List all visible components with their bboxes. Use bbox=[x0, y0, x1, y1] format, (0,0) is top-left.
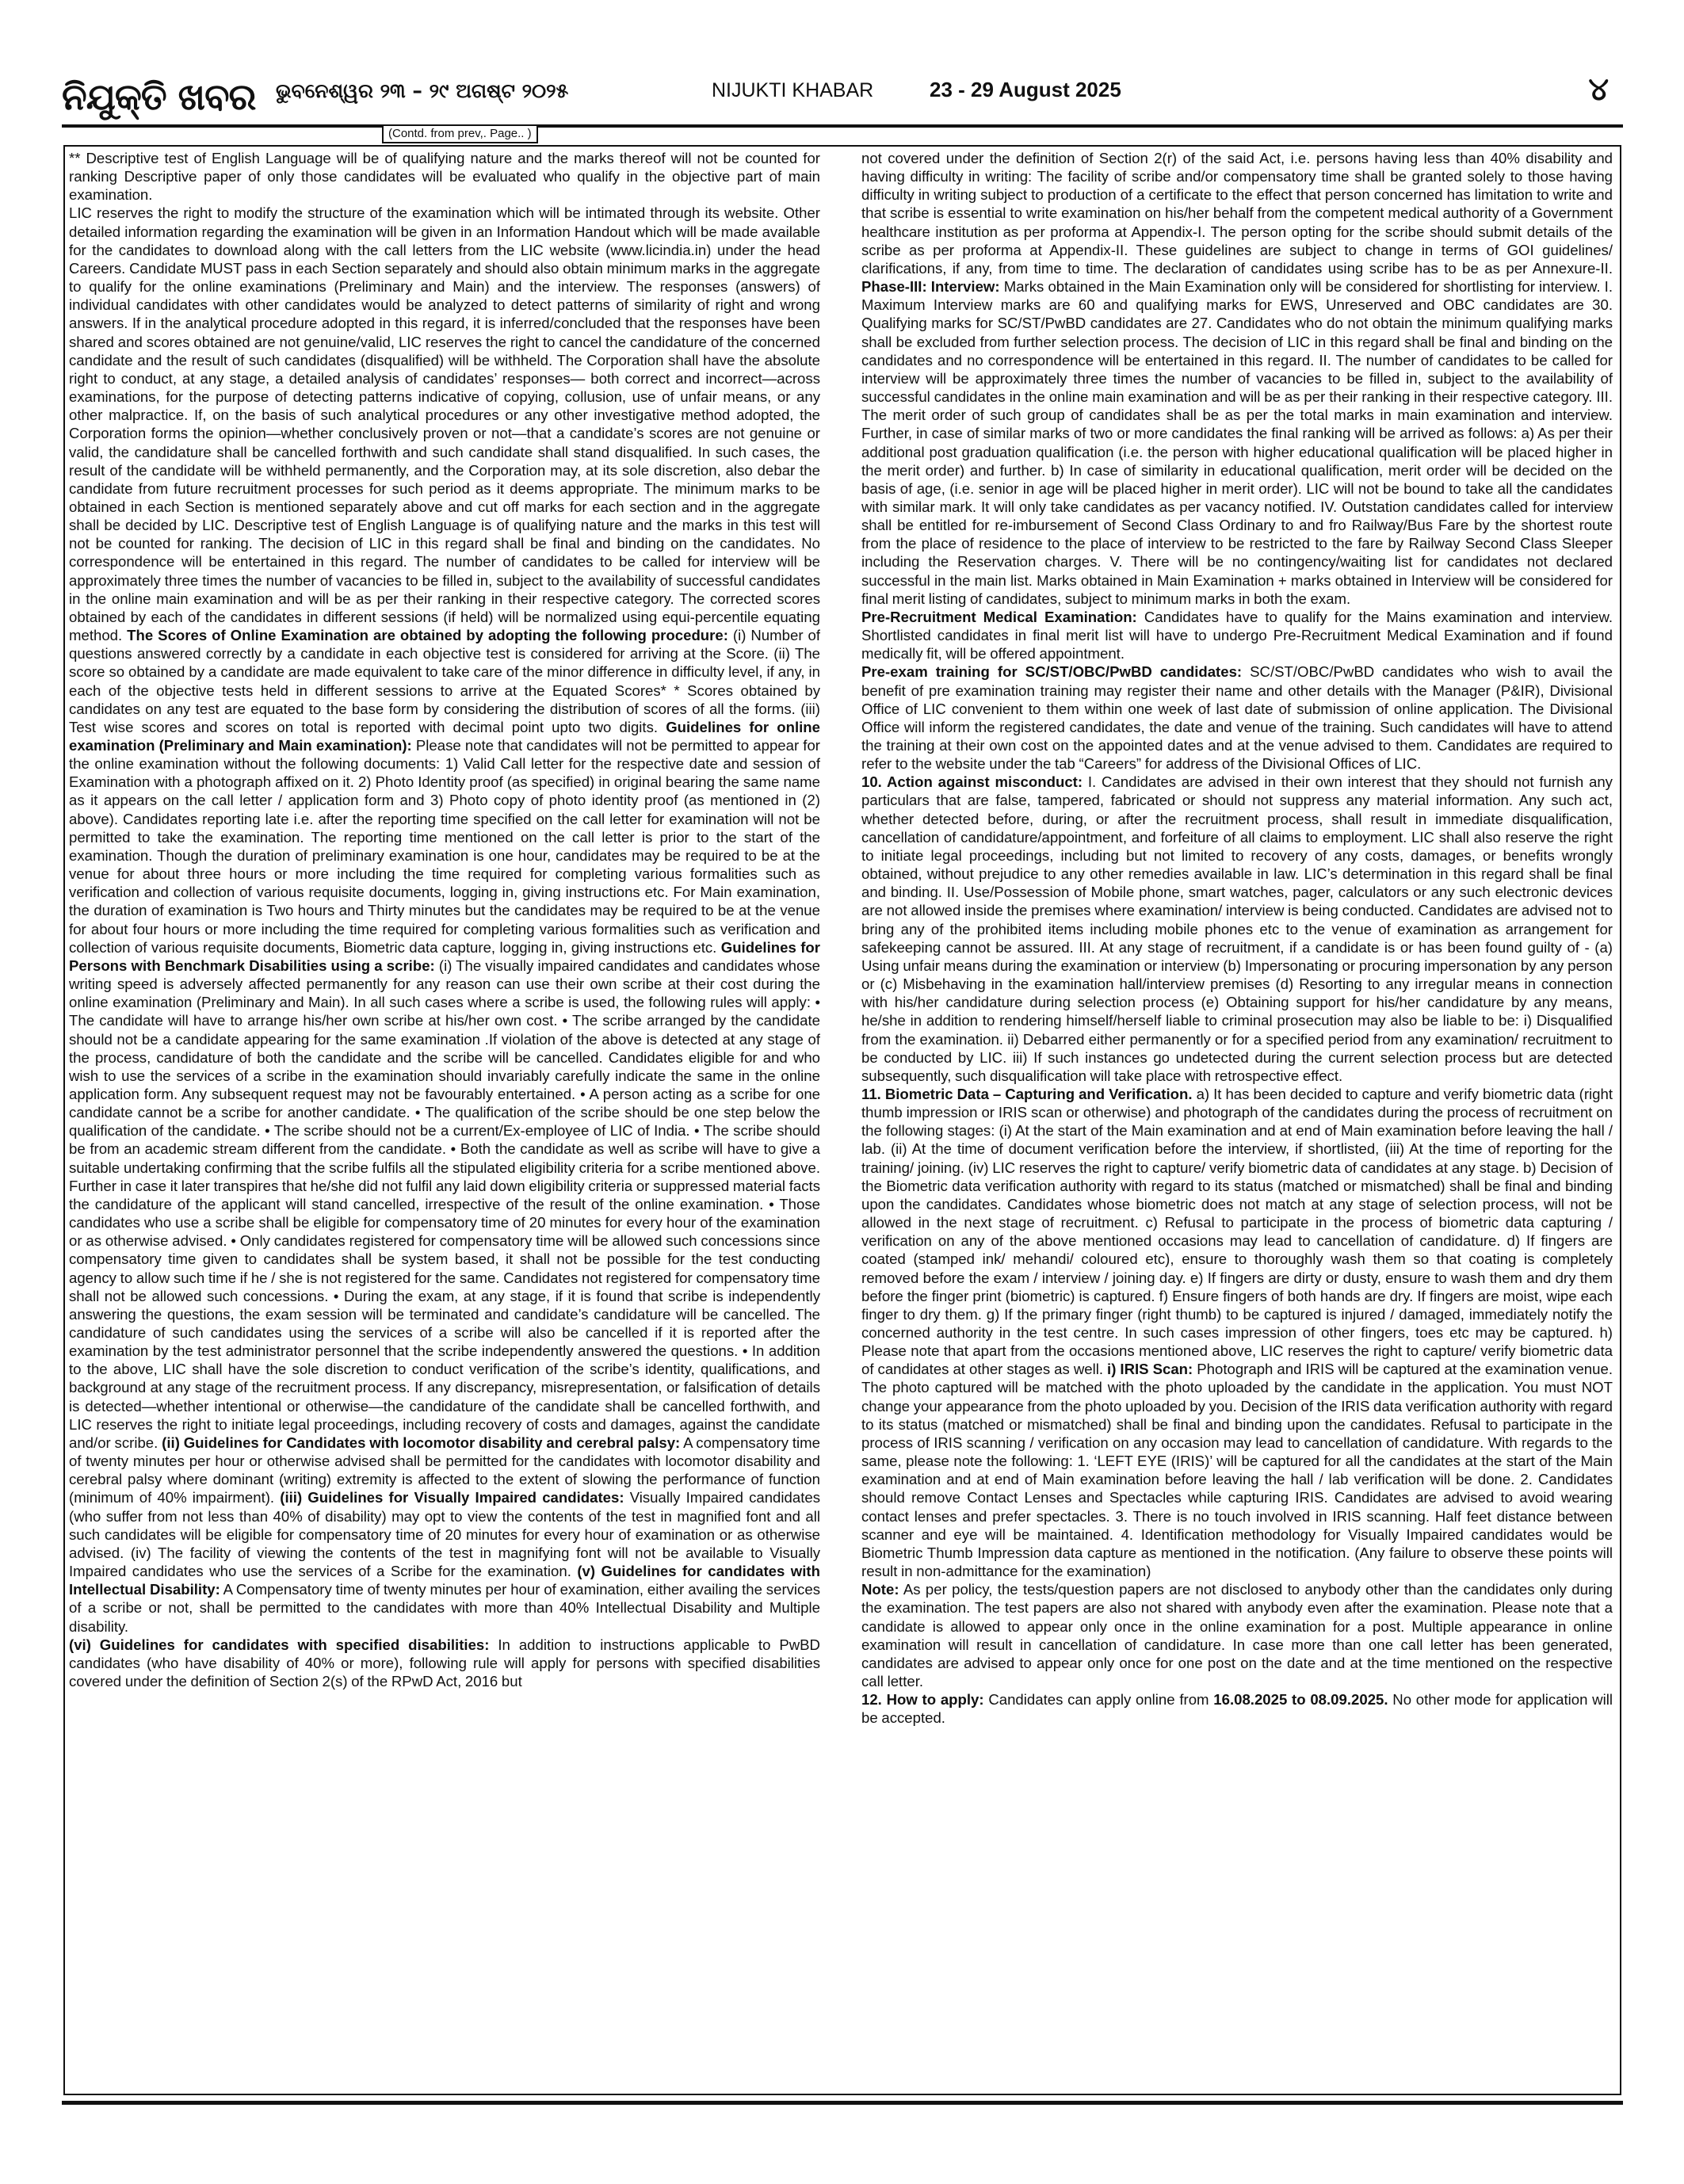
section-heading: 10. Action against misconduct: bbox=[861, 773, 1083, 791]
section-heading: (v) Guidelines for candidates with Intellectual Disability: bbox=[69, 1563, 820, 1598]
section-heading: Pre-Recruitment Medical Examination: bbox=[861, 608, 1137, 625]
masthead bbox=[62, 73, 1623, 120]
paragraph: LIC reserves the right to modify the structure of the examination which will be intimated through its website. Other detailed information regarding the examination will be given in an Information Handout which will be made available for the candidates to download along with the call letters from the LIC website (www.licindia.in) under the head Careers. Candidate MUST pass in each Section separately and should also obtain minimum marks in the aggregate to qualify for the online examinations (Preliminary and Main) and the interview. The responses (answers) of individual candidates with other candidates would be analyzed to detect patterns of similarity of right and wrong answers. If in the analytical procedure adopted in this regard, it is inferred/concluded that the responses have been shared and scores obtained are not genuine/valid, LIC reserves the right to cancel the candidature of the concerned candidate and the result of such candidates (disqualified) will be withheld. The Corporation shall have the absolute right to conduct, at any stage, a detailed analysis of candidates’ responses— both correct and incorrect—across examinations, for the purpose of detecting patterns indicative of copying, collusion, use of unfair means, or any other malpractice. If, on the basis of such analytical procedures or any other investigative method adopted, the Corporation forms the opinion—whether conclusively proven or not—that a candidate’s scores are not genuine or valid, the candidature shall be cancelled forthwith and such candidate shall stand disqualified. In such cases, the result of the candidate will be withheld permanently, and the Corporation may, at its sole discretion, also debar the candidate from future recruitment processes for such period as it deems appropriate. The minimum marks to be obtained in each Section is mentioned separately above and cut off marks for each section and in the aggregate shall be decided by LIC. Descriptive test of English Language is of qualifying nature and the marks in this test will not be counted for ranking. The decision of LIC in this regard shall be final and binding on the candidates. No correspondence will be entertained in this regard. The number of candidates to be called for interview will be approximately three times the number of vacancies to be filled in, subject to the availability of successful candidates in the online main examination and will be as per their ranking in their respective category. The corrected scores obtained by each of the candidates in different sessions (if held) will be normalized using equi-percentile equating method. The Scores of Online Examination are obtained by adopting the following procedure: (i) Number of questions answered correctly by a candidate in each objective test is considered for arriving at the Score. (ii) The score so obtained by a candidate are made equivalent to take care of the minor difference in difficulty level, if any, in each of the objective tests held in different sessions to arrive at the Equated Scores* * Scores obtained by candidates on any test are equated to the base form by considering the distribution of scores of all the forms. (iii) Test wise scores and scores on total is reported with decimal point upto two digits. Guidelines for online examination (Preliminary and Main examination): Please note that candidates will not be permitted to appear for the online examination without the following documents: 1) Valid Call letter for the respective date and session of Examination with a photograph affixed on it. 2) Photo Identity proof (as specified) in original bearing the same name as it appears on the call letter / application form and 3) Photo copy of photo identity proof (as mentioned in (2) above). Candidates reporting late i.e. after the reporting time specified on the call letter for examination will not be permitted to take the examination. The reporting time mentioned on the call letter is prior to the start of the examination. Though the duration of preliminary examination is one hour, candidates may be required to be at the venue for about three hours or more including the time required for completing various formalities such as verification and collection of various requisite documents, logging in, giving instructions etc. For Main examination, the duration of examination is Two hours and Thirty minutes but the candidates may be required to be at the venue for about four hours or more including the time required for completing various formalities such as verification and collection of various requisite documents, Biometric data capture, logging in, giving instructions etc. Guidelines for Persons with Benchmark Disabilities using a scribe: (i) The visually impaired candidates and candidates whose writing speed is adversely affected permanently for any reason can use their own scribe at their cost during the online examination (Preliminary and Main). In all such cases where a scribe is used, the following rules will apply: • The candidate will have to arrange his/her own scribe at his/her own cost. • The scribe arranged by the candidate should not be a candidate appearing for the same examination .If violation of the above is detected at any stage of the process, candidature of both the candidate and the scribe will be cancelled. Candidates eligible for and who wish to use the services of a scribe in the examination should invariably carefully indicate the same in the online application form. Any subsequent request may not be favourably entertained. • A person acting as a scribe for one candidate cannot be a scribe for another candidate. • The qualification of the scribe should be one step below the qualification of the candidate. • The scribe should not be a current/Ex-employee of LIC of India. • The scribe should be from an academic stream different from the candidate. • Both the candidate as well as scribe will have to give a suitable undertaking confirming that the scribe fulfils all the stipulated eligibility criteria for a scribe mentioned above. Further in case it later transpires that he/she did not fulfil any laid down eligibility criteria or suppressed material facts the candidature of the applicant will stand cancelled, irrespective of the result of the online examination. • Those candidates who use a scribe shall be eligible for compensatory time of 20 minutes for every hour of the examination or as otherwise advised. • Only candidates registered for compensatory time will be allowed such concessions since compensatory time given to candidates shall be system based, it shall not be possible for the test conducting agency to allow such time if he / she is not registered for the same. Candidates not registered for compensatory time shall not be allowed such concessions. • During the exam, at any stage, if it is found that scribe is independently answering the questions, the exam session will be terminated and candidate’s candidature will be cancelled. The candidature of such candidates using the services of a scribe will also be cancelled if it is reported after the examination by the test administrator personnel that the scribe independently answered the questions. • In addition to the above, LIC shall have the sole discretion to conduct verification of the scribe’s identity, qualifications, and background at any stage of the recruitment process. If any discrepancy, misrepresentation, or falsification of details is detected—whether intentional or otherwise—the candidature of the candidate shall be cancelled forthwith, and LIC reserves the right to initiate legal proceedings, including recovery of costs and damages, against the candidate and/or scribe. (ii) Guidelines for Candidates with locomotor disability and cerebral palsy: A compensatory time of twenty minutes per hour or otherwise advised shall be permitted for the candidates with locomotor disability and cerebral palsy where dominant (writing) extremity is affected to the extent of slowing the performance of function (minimum of 40% impairment). (iii) Guidelines for Visually Impaired candidates: Visually Impaired candidates (who suffer from not less than 40% of disability) may opt to view the contents of the test in magnified font and all such candidates will be eligible for compensatory time of 20 minutes for every hour of examination or as otherwise advised. (iv) The facility of viewing the contents of the test in magnifying font will not be available to Visually Impaired candidates who use the services of a Scribe for the examination. (v) Guidelines for candidates with Intellectual Disability: A Compensatory time of twenty minutes per hour of examination, either availing the services of a scribe or not, shall be permitted to the candidates with more than 40% Intellectual Disability and Multiple disability. bbox=[69, 204, 820, 1635]
section-heading: Pre-exam training for SC/ST/OBC/PwBD candidates: bbox=[861, 663, 1243, 681]
paragraph: 11. Biometric Data – Capturing and Verification. a) It has been decided to capture and verify biometric data (right thumb impression or IRIS scan or otherwise) and photograph of the candidates during the process of recruitment on the following stages: (i) At the start of the Main examination and at end of Main examination before leaving the hall / lab. (ii) At the time of document verification before the interview, if shortlisted, (iii) At the time of reporting for the training/ joining. (iv) LIC reserves the right to capture/ verify biometric data of candidates at any stage. b) Decision of the Biometric data verification authority with regard to its status (matched or mismatched) shall be final and binding upon the candidates. Candidates whose biometric does not match at any stage of selection process, will not be allowed in the next stage of recruitment. c) Refusal to participate in the process of biometric data capturing / verification on any of the above mentioned occasions may lead to cancellation of candidature. d) If fingers are coated (stamped ink/ mehandi/ coloured etc), ensure to thoroughly wash them so that coating is completely removed before the exam / interview / joining day. e) If fingers are dirty or dusty, ensure to wash them and dry them before the finger print (biometric) is captured. f) Ensure fingers of both hands are dry. If fingers are moist, wipe each finger to dry them. g) If the primary finger (right thumb) to be captured is injured / damaged, immediately notify the concerned authority in the test centre. In such cases impression of other fingers, toes etc may be captured. h) Please note that apart from the occasions mentioned above, LIC reserves the right to capture/ verify biometric data of candidates at other stages as well. i) IRIS Scan: Photograph and IRIS will be captured at the examination venue. The photo captured will be matched with the photo uploaded by the candidate in the application. You must NOT change your appearance from the photo uploaded by you. Decision of the IRIS data verification authority with regard to its status (matched or mismatched) shall be final and binding upon the candidates. Refusal to participate in the process of IRIS scanning / verification on any occasion may lead to cancellation of candidature. With regards to the same, please note the following: 1. ‘LEFT EYE (IRIS)’ will be captured for all the candidates at the start of the Main examination and at end of Main examination before leaving the hall / lab verification will be done. 2. Candidates should remove Contact Lenses and Spectacles while capturing IRIS. Candidates are advised to avoid wearing contact lenses and prefer spectacles. 3. There is no touch involved in IRIS scanning. Half feet distance between scanner and eye will be maintained. 4. Identification methodology for Visually Impaired candidates would be Biometric Thumb Impression data capture as mentioned in the notification. (Any failure to observe these points will result in non-admittance for the examination) bbox=[861, 1085, 1613, 1580]
publication-name: NIJUKTI KHABAR bbox=[712, 79, 874, 101]
paragraph: Note: As per policy, the tests/question papers are not disclosed to anybody other than the candidates only during the examination. The test papers are also not shared with anybody even after the examination. Please note that a candidate is allowed to appear only once in the online examination for a post. Multiple appearance in online examination will result in cancellation of candidature. In case more than one call letter has been generated, candidates are advised to appear only once for one post on the date and at the time mentioned on the respective call letter. bbox=[861, 1581, 1613, 1690]
paragraph: not covered under the definition of Section 2(r) of the said Act, i.e. persons having less than 40% disability and having difficulty in writing: The facility of scribe and/or compensatory time shall be granted solely to those having difficulty in writing subject to production of a certificate to the effect that person concerned has limitation to write and that scribe is essential to write examination on his/her behalf from the competent medical authority of a Government healthcare institution as per proforma at Appendix-I. The person opting for the scribe should submit details of the scribe as per proforma at Appendix-II. These guidelines are subject to change in terms of GOI guidelines/ clarifications, if any, from time to time. The declaration of candidates using scribe has to be as per Annexure-II. Phase-III: Interview: Marks obtained in the Main Examination only will be considered for shortlisting for interview. I. Maximum Interview marks are 60 and qualifying marks for EWS, Unreserved and OBC candidates are 30. Qualifying marks for SC/ST/PwBD candidates are 27. Candidates who do not obtain the minimum qualifying marks shall be excluded from further selection process. The decision of LIC in this regard shall be final and binding on the candidates and no correspondence will be entertained in this regard. II. The number of candidates to be called for interview will be approximately three times the number of vacancies to be filled in, subject to the availability of successful candidates in the online main examination and will be as per their ranking in their respective category. III. The merit order of such group of candidates shall be as per the total marks in main examination and interview. Further, in case of similar marks of two or more candidates the final ranking will be arrived as follows: a) As per their additional post graduation qualification (i.e. the person with higher educational qualification will be placed higher in the merit order) and further. b) In case of similarity in educational qualification, merit order will be decided on the basis of age, (i.e. senior in age will be placed higher in merit order). LIC will not be bound to take all the candidates with similar mark. It will only take candidates as per vacancy notified. IV. Outstation candidates called for interview shall be entitled for re-imbursement of Second Class Ordinary to and fro Railway/Bus Fare by the shortest route from the place of residence to the place of interview to be restricted to the fare by Railway Second Class Sleeper including the Reservation charges. V. There will be no contingency/waiting list for candidates not declared successful in the main list. Marks obtained in Main Examination + marks obtained in Interview will be considered for final merit listing of candidates, subject to minimum marks in both the exam. bbox=[861, 150, 1613, 607]
article-box bbox=[63, 145, 1621, 2095]
left-column bbox=[69, 149, 820, 2090]
paragraph: 10. Action against misconduct: I. Candidates are advised in their own interest that they should not furnish any particulars that are false, tampered, fabricated or should not suppress any material information. Any such act, whether detected before, during, or after the recruitment process, shall result in immediate disqualification, cancellation of candidature/appointment, and forfeiture of all claims to employment. LIC shall also reserve the right to initiate legal proceedings, including but not limited to recovery of any costs, damages, or benefits wrongly obtained, without prejudice to any other remedies available in law. LIC’s determination in this regard shall be final and binding. II. Use/Possession of Mobile phone, smart watches, pager, calculators or any such electronic devices are not allowed inside the premises where examination/ interview is being conducted. Candidates are advised not to bring any of the prohibited items including mobile phones etc to the venue of examination as arrangement for safekeeping cannot be assured. III. At any stage of recruitment, if a candidate is or has been found guilty of - (a) Using unfair means during the examination or interview (b) Impersonating or procuring impersonation by any person or (c) Misbehaving in the examination hall/interview premises (d) Resorting to any irregular means in connection with his/her candidature during selection process (e) Obtaining support for his/her candidature by any means, he/she in addition to rendering himself/herself liable to criminal prosecution may also be liable to be: i) Disqualified from the examination. ii) Debarred either permanently or for a specified period from any examination/ recruitment to be conducted by LIC. iii) If such instances go undetected during the current selection process but are detected subsequently, such disqualification will take place with retrospective effect. bbox=[861, 773, 1613, 1084]
paragraph: Pre-Recruitment Medical Examination: Candidates have to qualify for the Mains examination and interview. Shortlisted candidates in final merit list will have to undergo Pre-Recruitment Medical Examination and if found medically fit, will be offered appointment. bbox=[861, 608, 1613, 662]
section-heading: (iii) Guidelines for Visually Impaired candidates: bbox=[280, 1489, 624, 1506]
issue-date: 23 - 29 August 2025 bbox=[930, 78, 1121, 101]
section-heading: Phase-III: Interview: bbox=[861, 278, 1000, 296]
paragraph: (vi) Guidelines for candidates with specified disabilities: In addition to instructions applicable to PwBD candidates (who have disability of 40% or more), following rule will apply for persons with specified disabilities covered under the definition of Section 2(s) of the RPwD Act, 2016 but bbox=[69, 1636, 820, 1690]
section-heading: Guidelines for Persons with Benchmark Disabilities using a scribe: bbox=[69, 938, 820, 974]
odia-date: ଭୁବନେଶ୍ୱର ୨୩ – ୨୯ ଅଗଷ୍ଟ ୨୦୨୫ bbox=[276, 79, 569, 102]
section-heading: Guidelines for online examination (Preliminary and Main examination): bbox=[69, 718, 820, 754]
paragraph: 12. How to apply: Candidates can apply online from 16.08.2025 to 08.09.2025. No other mode for application will be accepted. bbox=[861, 1691, 1613, 1727]
section-heading: 11. Biometric Data – Capturing and Verification. bbox=[861, 1085, 1193, 1102]
paragraph: Pre-exam training for SC/ST/OBC/PwBD candidates: SC/ST/OBC/PwBD candidates who wish to avail the benefit of pre examination training may register their name and other details with the Manager (P&IR), Divisional Office of LIC convenient to them within one week of last date of submission of online application. The Divisional Office will inform the registered candidates, the date and venue of the training. Such candidates will have to attend the training at their own cost on the appointed dates and at the venue advised to them. Candidates are required to refer to the website under the tab “Careers” for address of the Divisional Offices of LIC. bbox=[861, 663, 1613, 773]
right-column bbox=[861, 149, 1613, 2090]
footer-rule bbox=[62, 2101, 1623, 2105]
continued-label: (Contd. from prev,. Page.. ) bbox=[382, 126, 538, 143]
header-rule bbox=[62, 124, 1623, 128]
section-heading: i) IRIS Scan: bbox=[1107, 1361, 1193, 1378]
section-heading: 12. How to apply: bbox=[861, 1691, 984, 1709]
section-heading: (vi) Guidelines for candidates with specified disabilities: bbox=[69, 1636, 490, 1653]
page-number: ୪ bbox=[1588, 71, 1609, 108]
newspaper-logo: ନିଯୁକ୍ତି ଖବର bbox=[62, 75, 256, 118]
section-heading: Note: bbox=[861, 1581, 899, 1598]
apply-dates: 16.08.2025 to 08.09.2025. bbox=[1213, 1691, 1388, 1709]
section-heading: The Scores of Online Examination are obtained by adopting the following procedure: bbox=[127, 627, 728, 644]
section-heading: (ii) Guidelines for Candidates with locomotor disability and cerebral palsy: bbox=[162, 1434, 681, 1451]
paragraph: ** Descriptive test of English Language will be of qualifying nature and the marks thereof will not be counted for ranking Descriptive paper of only those candidates will be evaluated who qualify in the objective part of main examination. bbox=[69, 150, 820, 204]
